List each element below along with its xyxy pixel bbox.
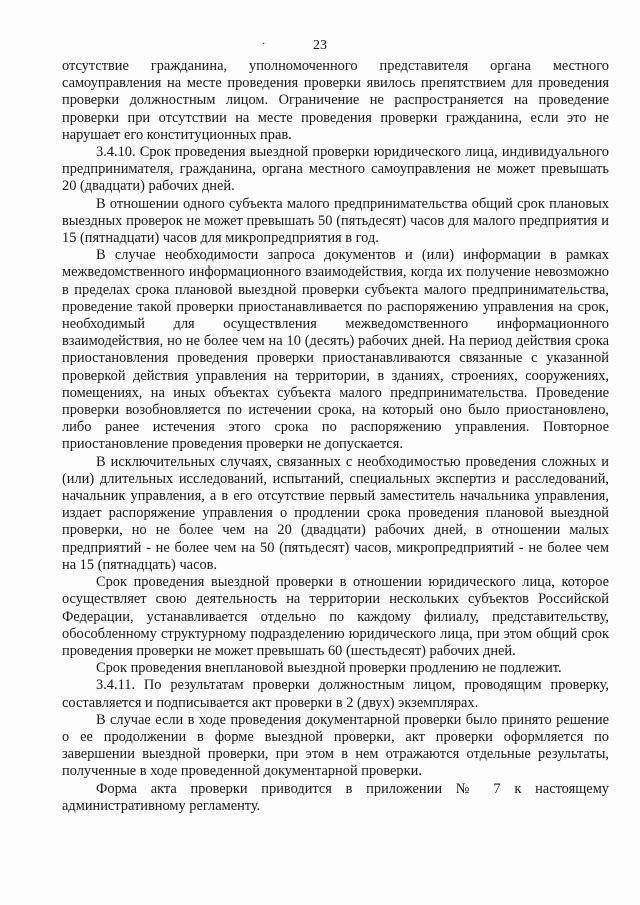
paragraph-continuation: отсутствие гражданина, уполномоченного представителя органа местного самоуправления на месте проведения проверки явилось препятствием для проведения проверки должностным лицом. Ограничение не распространяется на проведение проверки при отсутствии на месте проведения проверки гражданина, если это не нарушает его конституционных прав. (62, 58, 609, 143)
paragraph-multiregion: Срок проведения выездной проверки в отношении юридического лица, которое осуществляет свою деятельность на территории нескольких субъектов Российской Федерации, устанавливается отдельно по каждому филиалу, представительству, обособленному структурному подразделению юридического лица, при этом общий срок проведения проверки не может превышать 60 (шестьдесят) рабочих дней. (62, 574, 609, 659)
paragraph-extension: В исключительных случаях, связанных с необходимостью проведения сложных и (или) длительных исследований, испытаний, специальных экспертиз и расследований, начальник управления, а в его отсутствие первый заместитель начальника управления, издает распоряжение управления о продлении срока проведения плановой выездной проверки, но не более чем на 20 (двадцати) рабочих дней, в отношении малых предприятий - не более чем на 50 (пятьдесят) часов, микропредприятий - не более чем на 15 (пятнадцать) часов. (62, 453, 609, 573)
scan-dot: · (262, 39, 266, 50)
paragraph-unscheduled: Срок проведения внеплановой выездной проверки продлению не подлежит. (96, 660, 562, 677)
paragraph-documentary-act: В случае если в ходе проведения документарной проверки было принято решение о ее продолжении в форме выездной проверки, акт проверки оформляется по завершении выездной проверки, при этом в нем отражаются отдельные результаты, полученные в ходе проведенной документарной проверки. (62, 711, 609, 780)
paragraph-3-4-11: 3.4.11. По результатам проверки должностным лицом, проводящим проверку, составляется и подписывается акт проверки в 2 (двух) экземплярах. (62, 677, 609, 711)
document-body (62, 58, 609, 815)
page-number: 23 (313, 38, 327, 53)
paragraph-small-business-limit: В отношении одного субъекта малого предпринимательства общий срок плановых выездных проверок не может превышать 50 (пятьдесят) часов для малого предприятия и 15 (пятнадцати) часов для микропредприятия в год. (62, 195, 609, 247)
paragraph-3-4-10: 3.4.10. Срок проведения выездной проверки юридического лица, индивидуального предпринимателя, гражданина, органа местного самоуправления не может превышать 20 (двадцати) рабочих дней. (62, 144, 609, 195)
paragraph-act-form: Форма акта проверки приводится в приложении № 7 к настоящему административному регламенту. (62, 780, 609, 814)
paragraph-suspension: В случае необходимости запроса документов и (или) информации в рамках межведомственного информационного взаимодействия, когда их получение невозможно в пределах срока плановой выездной проверки субъекта малого предпринимательства, проведение такой проверки приостанавливается по распоряжению управления на срок, необходимый для осуществления межведомственного информационного взаимодействия, но не более чем на 10 (десять) рабочих дней. На период действия срока приостановления проведения проверки приостанавливаются связанные с указанной проверкой действия управления на территории, в зданиях, строениях, сооружениях, помещениях, на иных объектах субъекта малого предпринимательства. Проведение проверки возобновляется по истечении срока, на который оно было приостановлено, либо ранее истечения этого срока по распоряжению управления. Повторное приостановление проведения проверки не допускается. (62, 247, 609, 453)
